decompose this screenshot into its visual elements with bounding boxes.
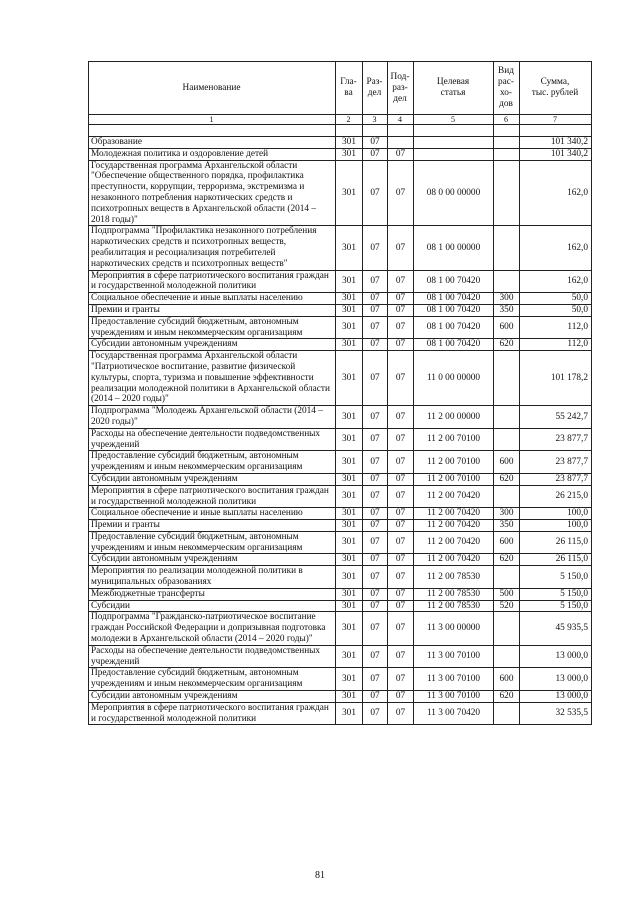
row-glava-cell: 301 xyxy=(336,612,363,645)
row-target-article-cell: 08 1 00 00000 xyxy=(414,226,494,270)
row-glava-cell: 301 xyxy=(336,148,363,160)
row-sum-cell: 50,0 xyxy=(520,293,592,305)
row-razdel-cell: 07 xyxy=(363,148,388,160)
row-expense-type-cell xyxy=(494,612,520,645)
row-name-cell: Государственная программа Архангельской области "Патриотическое воспитание, развитие физической культуры, спорта, туризма и повышение эффективности реализации молодежной политики в Архангельской области (2014 – 2020 годы)" xyxy=(89,351,336,406)
row-glava-cell: 301 xyxy=(336,520,363,532)
row-target-article-cell: 11 3 00 70100 xyxy=(414,691,494,703)
row-name-cell: Предоставление субсидий бюджетным, автономным учреждениям и иным некоммерческим организациям xyxy=(89,668,336,691)
row-name-cell: Мероприятия в сфере патриотического воспитания граждан и государственной молодежной политики xyxy=(89,702,336,725)
row-glava-cell: 301 xyxy=(336,351,363,406)
table-row xyxy=(89,428,592,451)
row-expense-type-cell xyxy=(494,645,520,668)
row-glava-cell: 301 xyxy=(336,160,363,226)
row-glava-cell: 301 xyxy=(336,668,363,691)
row-target-article-cell: 11 2 00 70420 xyxy=(414,554,494,566)
row-sum-cell: 23 877,7 xyxy=(520,473,592,485)
row-expense-type-cell: 620 xyxy=(494,554,520,566)
row-podrazdel-cell: 07 xyxy=(388,668,414,691)
row-razdel-cell: 07 xyxy=(363,508,388,520)
row-podrazdel-cell: 07 xyxy=(388,316,414,339)
row-podrazdel-cell: 07 xyxy=(388,339,414,351)
row-podrazdel-cell: 07 xyxy=(388,160,414,226)
row-glava-cell: 301 xyxy=(336,316,363,339)
row-razdel-cell: 07 xyxy=(363,160,388,226)
row-glava-cell: 301 xyxy=(336,137,363,149)
row-razdel-cell: 07 xyxy=(363,270,388,293)
empty-cell xyxy=(336,125,363,137)
row-glava-cell: 301 xyxy=(336,531,363,554)
table-row xyxy=(89,148,592,160)
table-row xyxy=(89,600,592,612)
row-razdel-cell: 07 xyxy=(363,691,388,703)
table-row xyxy=(89,473,592,485)
row-expense-type-cell xyxy=(494,148,520,160)
empty-cell xyxy=(89,125,336,137)
row-glava-cell: 301 xyxy=(336,226,363,270)
row-podrazdel-cell: 07 xyxy=(388,473,414,485)
row-razdel-cell: 07 xyxy=(363,226,388,270)
row-razdel-cell: 07 xyxy=(363,293,388,305)
row-expense-type-cell: 600 xyxy=(494,531,520,554)
column-number: 6 xyxy=(494,115,520,125)
row-podrazdel-cell: 07 xyxy=(388,554,414,566)
row-target-article-cell: 08 1 00 70420 xyxy=(414,304,494,316)
row-target-article-cell: 11 3 00 70420 xyxy=(414,702,494,725)
row-name-cell: Предоставление субсидий бюджетным, автономным учреждениям и иным некоммерческим организациям xyxy=(89,531,336,554)
row-target-article-cell: 11 2 00 70420 xyxy=(414,485,494,508)
row-razdel-cell: 07 xyxy=(363,702,388,725)
column-number: 5 xyxy=(414,115,494,125)
row-name-cell: Государственная программа Архангельской области "Обеспечение общественного порядка, профилактика преступности, коррупции, терроризма, экстремизма и незаконного потребления наркотических средств и психотропных веществ в Архангельской области (2014 – 2018 годы)" xyxy=(89,160,336,226)
row-sum-cell: 101 340,2 xyxy=(520,137,592,149)
row-target-article-cell: 11 0 00 00000 xyxy=(414,351,494,406)
row-sum-cell: 13 000,0 xyxy=(520,645,592,668)
row-glava-cell: 301 xyxy=(336,451,363,474)
row-glava-cell: 301 xyxy=(336,691,363,703)
column-number: 7 xyxy=(520,115,592,125)
row-expense-type-cell: 350 xyxy=(494,520,520,532)
column-number: 2 xyxy=(336,115,363,125)
row-razdel-cell: 07 xyxy=(363,428,388,451)
row-razdel-cell: 07 xyxy=(363,612,388,645)
empty-cell xyxy=(414,125,494,137)
row-name-cell: Социальное обеспечение и иные выплаты населению xyxy=(89,508,336,520)
row-expense-type-cell: 600 xyxy=(494,316,520,339)
row-podrazdel-cell: 07 xyxy=(388,485,414,508)
row-razdel-cell: 07 xyxy=(363,645,388,668)
header-name: Наименование xyxy=(89,62,336,115)
row-name-cell: Мероприятия в сфере патриотического воспитания граждан и государственной молодежной политики xyxy=(89,270,336,293)
row-glava-cell: 301 xyxy=(336,645,363,668)
budget-table xyxy=(88,61,592,725)
row-target-article-cell: 11 2 00 70100 xyxy=(414,473,494,485)
row-name-cell: Подпрограмма "Гражданско-патриотическое воспитание граждан Российской Федерации и допризывная подготовка молодежи в Архангельской области (2014 – 2020 годы)" xyxy=(89,612,336,645)
row-name-cell: Премии и гранты xyxy=(89,304,336,316)
table-row xyxy=(89,531,592,554)
row-name-cell: Субсидии xyxy=(89,600,336,612)
row-sum-cell: 26 115,0 xyxy=(520,554,592,566)
row-expense-type-cell: 620 xyxy=(494,691,520,703)
row-name-cell: Расходы на обеспечение деятельности подведомственных учреждений xyxy=(89,645,336,668)
row-sum-cell: 100,0 xyxy=(520,520,592,532)
row-target-article-cell: 11 2 00 00000 xyxy=(414,406,494,429)
empty-cell xyxy=(494,125,520,137)
header-target-article: Целевая статья xyxy=(414,62,494,115)
empty-cell xyxy=(520,125,592,137)
table-row xyxy=(89,316,592,339)
row-target-article-cell: 08 0 00 00000 xyxy=(414,160,494,226)
table-row xyxy=(89,160,592,226)
row-name-cell: Молодежная политика и оздоровление детей xyxy=(89,148,336,160)
row-expense-type-cell xyxy=(494,351,520,406)
row-razdel-cell: 07 xyxy=(363,485,388,508)
row-glava-cell: 301 xyxy=(336,702,363,725)
row-sum-cell: 13 000,0 xyxy=(520,668,592,691)
row-razdel-cell: 07 xyxy=(363,554,388,566)
row-razdel-cell: 07 xyxy=(363,473,388,485)
row-sum-cell: 162,0 xyxy=(520,160,592,226)
row-name-cell: Предоставление субсидий бюджетным, автономным учреждениям и иным некоммерческим организациям xyxy=(89,451,336,474)
row-expense-type-cell: 620 xyxy=(494,473,520,485)
table-row xyxy=(89,554,592,566)
row-expense-type-cell xyxy=(494,160,520,226)
row-sum-cell: 50,0 xyxy=(520,304,592,316)
row-sum-cell: 32 535,5 xyxy=(520,702,592,725)
row-razdel-cell: 07 xyxy=(363,588,388,600)
row-expense-type-cell: 300 xyxy=(494,293,520,305)
row-glava-cell: 301 xyxy=(336,270,363,293)
table-row xyxy=(89,485,592,508)
row-target-article-cell: 11 3 00 00000 xyxy=(414,612,494,645)
table-header xyxy=(89,62,592,125)
table-row xyxy=(89,226,592,270)
row-sum-cell: 5 150,0 xyxy=(520,566,592,589)
row-target-article-cell: 11 3 00 70100 xyxy=(414,668,494,691)
row-expense-type-cell xyxy=(494,566,520,589)
row-expense-type-cell: 350 xyxy=(494,304,520,316)
row-razdel-cell: 07 xyxy=(363,566,388,589)
row-razdel-cell: 07 xyxy=(363,351,388,406)
row-target-article-cell xyxy=(414,137,494,149)
table-row xyxy=(89,645,592,668)
row-name-cell: Субсидии автономным учреждениям xyxy=(89,554,336,566)
empty-cell xyxy=(363,125,388,137)
row-expense-type-cell xyxy=(494,406,520,429)
row-expense-type-cell: 620 xyxy=(494,339,520,351)
row-podrazdel-cell: 07 xyxy=(388,531,414,554)
column-number: 3 xyxy=(363,115,388,125)
table-row xyxy=(89,691,592,703)
row-expense-type-cell xyxy=(494,485,520,508)
table-row xyxy=(89,668,592,691)
row-razdel-cell: 07 xyxy=(363,304,388,316)
row-sum-cell: 101 178,2 xyxy=(520,351,592,406)
row-expense-type-cell: 520 xyxy=(494,600,520,612)
row-podrazdel-cell: 07 xyxy=(388,270,414,293)
row-podrazdel-cell: 07 xyxy=(388,600,414,612)
row-podrazdel-cell: 07 xyxy=(388,520,414,532)
header-podrazdel: Под- раз- дел xyxy=(388,62,414,115)
row-target-article-cell: 11 2 00 70100 xyxy=(414,451,494,474)
row-target-article-cell: 08 1 00 70420 xyxy=(414,339,494,351)
table-row xyxy=(89,451,592,474)
row-expense-type-cell xyxy=(494,226,520,270)
row-sum-cell: 5 150,0 xyxy=(520,600,592,612)
row-name-cell: Субсидии автономным учреждениям xyxy=(89,691,336,703)
row-target-article-cell: 11 2 00 70420 xyxy=(414,531,494,554)
row-target-article-cell: 11 2 00 78530 xyxy=(414,588,494,600)
row-glava-cell: 301 xyxy=(336,304,363,316)
row-razdel-cell: 07 xyxy=(363,451,388,474)
row-name-cell: Предоставление субсидий бюджетным, автономным учреждениям и иным некоммерческим организациям xyxy=(89,316,336,339)
row-razdel-cell: 07 xyxy=(363,406,388,429)
row-razdel-cell: 07 xyxy=(363,137,388,149)
row-name-cell: Социальное обеспечение и иные выплаты населению xyxy=(89,293,336,305)
row-name-cell: Субсидии автономным учреждениям xyxy=(89,473,336,485)
row-target-article-cell: 11 2 00 70100 xyxy=(414,428,494,451)
row-podrazdel-cell: 07 xyxy=(388,428,414,451)
row-podrazdel-cell: 07 xyxy=(388,691,414,703)
row-target-article-cell: 11 2 00 78530 xyxy=(414,600,494,612)
row-razdel-cell: 07 xyxy=(363,316,388,339)
row-glava-cell: 301 xyxy=(336,508,363,520)
row-name-cell: Мероприятия по реализации молодежной политики в муниципальных образованиях xyxy=(89,566,336,589)
row-podrazdel-cell: 07 xyxy=(388,566,414,589)
row-podrazdel-cell: 07 xyxy=(388,451,414,474)
row-name-cell: Премии и гранты xyxy=(89,520,336,532)
header-sum: Сумма, тыс. рублей xyxy=(520,62,592,115)
row-glava-cell: 301 xyxy=(336,485,363,508)
row-expense-type-cell: 300 xyxy=(494,508,520,520)
row-sum-cell: 23 877,7 xyxy=(520,451,592,474)
row-sum-cell: 162,0 xyxy=(520,226,592,270)
header-razdel: Раз- дел xyxy=(363,62,388,115)
row-sum-cell: 112,0 xyxy=(520,316,592,339)
row-name-cell: Образование xyxy=(89,137,336,149)
row-podrazdel-cell: 07 xyxy=(388,508,414,520)
row-sum-cell: 23 877,7 xyxy=(520,428,592,451)
row-target-article-cell: 08 1 00 70420 xyxy=(414,293,494,305)
table-row xyxy=(89,520,592,532)
row-name-cell: Субсидии автономным учреждениям xyxy=(89,339,336,351)
table-row xyxy=(89,304,592,316)
page-number: 81 xyxy=(315,870,325,881)
table-row xyxy=(89,351,592,406)
row-podrazdel-cell: 07 xyxy=(388,148,414,160)
table-row xyxy=(89,339,592,351)
table-row xyxy=(89,612,592,645)
column-number-row xyxy=(89,115,592,125)
row-target-article-cell: 11 2 00 70420 xyxy=(414,520,494,532)
row-name-cell: Межбюджетные трансферты xyxy=(89,588,336,600)
row-podrazdel-cell: 07 xyxy=(388,645,414,668)
row-expense-type-cell: 600 xyxy=(494,451,520,474)
table-row xyxy=(89,137,592,149)
row-razdel-cell: 07 xyxy=(363,339,388,351)
table-row xyxy=(89,270,592,293)
row-sum-cell: 26 215,0 xyxy=(520,485,592,508)
row-razdel-cell: 07 xyxy=(363,668,388,691)
row-target-article-cell: 08 1 00 70420 xyxy=(414,270,494,293)
column-number: 4 xyxy=(388,115,414,125)
row-sum-cell: 45 935,5 xyxy=(520,612,592,645)
row-sum-cell: 5 150,0 xyxy=(520,588,592,600)
row-sum-cell: 112,0 xyxy=(520,339,592,351)
row-sum-cell: 13 000,0 xyxy=(520,691,592,703)
empty-row xyxy=(89,125,592,137)
row-sum-cell: 26 115,0 xyxy=(520,531,592,554)
table-row xyxy=(89,508,592,520)
row-podrazdel-cell: 07 xyxy=(388,304,414,316)
table-row xyxy=(89,293,592,305)
table-row xyxy=(89,702,592,725)
row-glava-cell: 301 xyxy=(336,566,363,589)
row-razdel-cell: 07 xyxy=(363,531,388,554)
row-target-article-cell xyxy=(414,148,494,160)
row-glava-cell: 301 xyxy=(336,428,363,451)
row-target-article-cell: 11 2 00 70420 xyxy=(414,508,494,520)
budget-document-page xyxy=(88,61,591,725)
row-expense-type-cell xyxy=(494,702,520,725)
row-name-cell: Подпрограмма "Профилактика незаконного потребления наркотических средств и психотропных веществ, реабилитация и ресоциализация потребителей наркотических средств и психотропных веществ" xyxy=(89,226,336,270)
row-podrazdel-cell: 07 xyxy=(388,293,414,305)
table-body xyxy=(89,125,592,725)
row-glava-cell: 301 xyxy=(336,600,363,612)
table-row xyxy=(89,566,592,589)
row-podrazdel-cell: 07 xyxy=(388,588,414,600)
table-row xyxy=(89,406,592,429)
row-podrazdel-cell: 07 xyxy=(388,702,414,725)
row-glava-cell: 301 xyxy=(336,554,363,566)
row-podrazdel-cell: 07 xyxy=(388,406,414,429)
column-number: 1 xyxy=(89,115,336,125)
row-podrazdel-cell: 07 xyxy=(388,226,414,270)
row-glava-cell: 301 xyxy=(336,473,363,485)
row-podrazdel-cell: 07 xyxy=(388,351,414,406)
row-expense-type-cell xyxy=(494,137,520,149)
row-sum-cell: 101 340,2 xyxy=(520,148,592,160)
row-glava-cell: 301 xyxy=(336,588,363,600)
row-sum-cell: 162,0 xyxy=(520,270,592,293)
row-expense-type-cell xyxy=(494,428,520,451)
empty-cell xyxy=(388,125,414,137)
table-row xyxy=(89,588,592,600)
row-glava-cell: 301 xyxy=(336,339,363,351)
header-expense-type: Вид рас- хо- дов xyxy=(494,62,520,115)
row-target-article-cell: 08 1 00 70420 xyxy=(414,316,494,339)
row-expense-type-cell: 500 xyxy=(494,588,520,600)
row-name-cell: Расходы на обеспечение деятельности подведомственных учреждений xyxy=(89,428,336,451)
row-name-cell: Подпрограмма "Молодежь Архангельской области (2014 – 2020 годы)" xyxy=(89,406,336,429)
row-expense-type-cell xyxy=(494,270,520,293)
row-sum-cell: 55 242,7 xyxy=(520,406,592,429)
row-glava-cell: 301 xyxy=(336,406,363,429)
row-glava-cell: 301 xyxy=(336,293,363,305)
row-podrazdel-cell xyxy=(388,137,414,149)
row-expense-type-cell: 600 xyxy=(494,668,520,691)
row-target-article-cell: 11 2 00 78530 xyxy=(414,566,494,589)
row-sum-cell: 100,0 xyxy=(520,508,592,520)
row-razdel-cell: 07 xyxy=(363,520,388,532)
row-razdel-cell: 07 xyxy=(363,600,388,612)
row-podrazdel-cell: 07 xyxy=(388,612,414,645)
row-target-article-cell: 11 3 00 70100 xyxy=(414,645,494,668)
header-glava: Гла- ва xyxy=(336,62,363,115)
row-name-cell: Мероприятия в сфере патриотического воспитания граждан и государственной молодежной политики xyxy=(89,485,336,508)
